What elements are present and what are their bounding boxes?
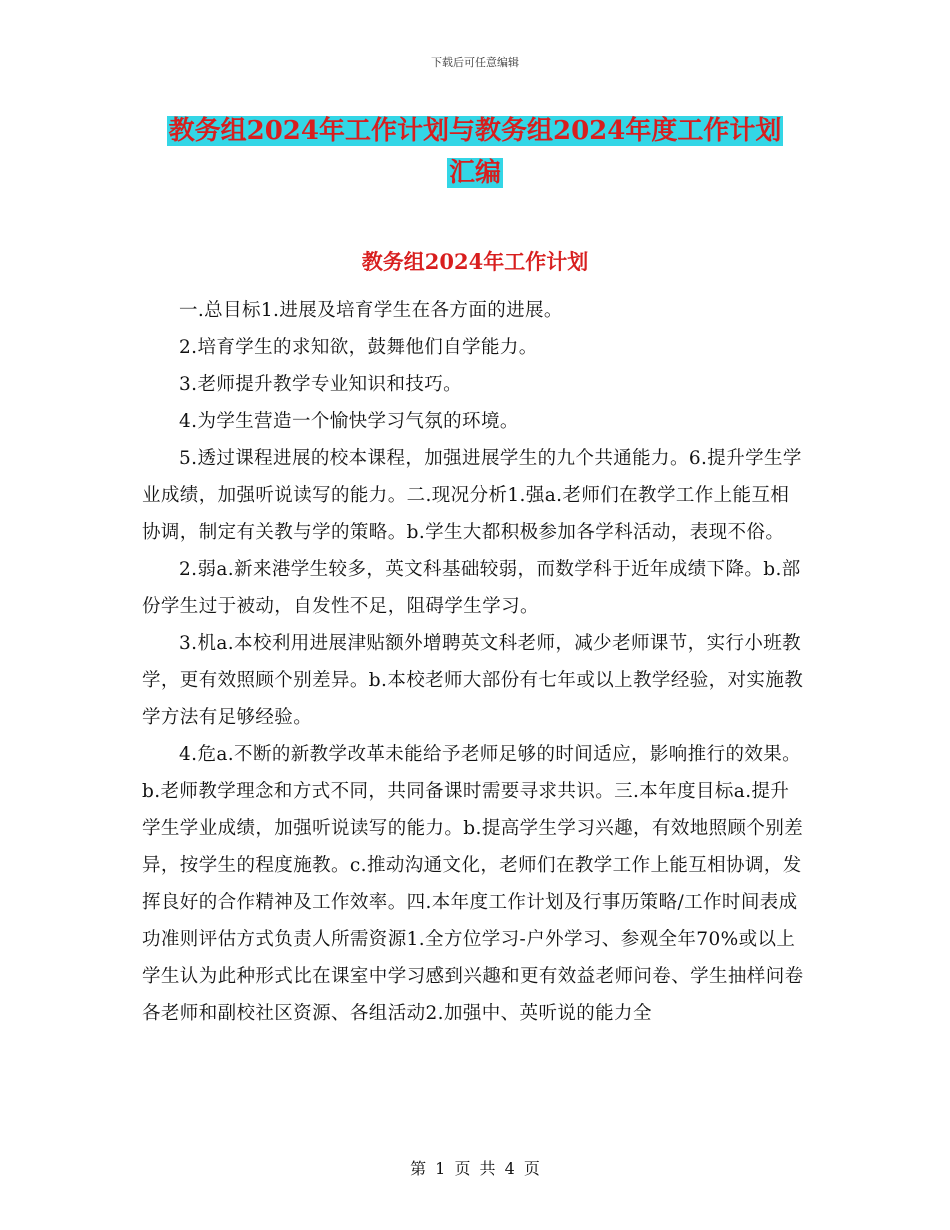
- paragraph: 5.透过课程进展的校本课程，加强进展学生的九个共通能力。6.提升学生学业成绩，加强听说读写的能力。二.现况分析1.强a.老师们在教学工作上能互相协调，制定有关教与学的策略。b.学生大都积极参加各学科活动，表现不俗。: [142, 448, 802, 543]
- paragraph: 3.机a.本校利用进展津贴额外增聘英文科老师，减少老师课节，实行小班教学，更有效照顾个别差异。b.本校老师大部份有七年或以上教学经验，对实施教学方法有足够经验。: [142, 633, 804, 728]
- paragraph: 4.为学生营造一个愉快学习气氛的环境。: [179, 411, 519, 432]
- page-number: 第 1 页 共 4 页: [410, 1159, 540, 1178]
- header-note: 下载后可任意编辑: [431, 56, 519, 69]
- title-line-1: 教务组2024年工作计划与教务组2024年度工作计划: [168, 116, 782, 146]
- paragraph: 3.老师提升教学专业知识和技巧。: [179, 374, 463, 395]
- paragraph: 2.弱a.新来港学生较多，英文科基础较弱，而数学科于近年成绩下降。b.部份学生过于被动，自发性不足，阻碍学生学习。: [142, 559, 801, 617]
- section-title: 教务组2024年工作计划: [361, 249, 589, 274]
- paragraph: 2.培育学生的求知欲，鼓舞他们自学能力。: [179, 337, 538, 358]
- paragraph: 4.危a.不断的新教学改革未能给予老师足够的时间适应，影响推行的效果。b.老师教学理念和方式不同，共同备课时需要寻求共识。三.本年度目标a.提升学生学业成绩，加强听说读写的能力。b.提高学生学习兴趣，有效地照顾个别差异，按学生的程度施教。c.推动沟通文化，老师们在教学工作上能互相协调，发挥良好的合作精神及工作效率。四.本年度工作计划及行事历策略/工作时间表成功准则评估方式负责人所需资源1.全方位学习-户外学习、参观全年70%或以上学生认为此种形式比在课室中学习感到兴趣和更有效益老师问卷、学生抽样问卷各老师和副校社区资源、各组活动2.加强中、英听说的能力全: [142, 744, 804, 1024]
- document-title: [140, 110, 810, 194]
- paragraph: 一.总目标1.进展及培育学生在各方面的进展。: [179, 300, 563, 321]
- document-body: [142, 292, 806, 1032]
- title-line-2: 汇编: [448, 158, 501, 188]
